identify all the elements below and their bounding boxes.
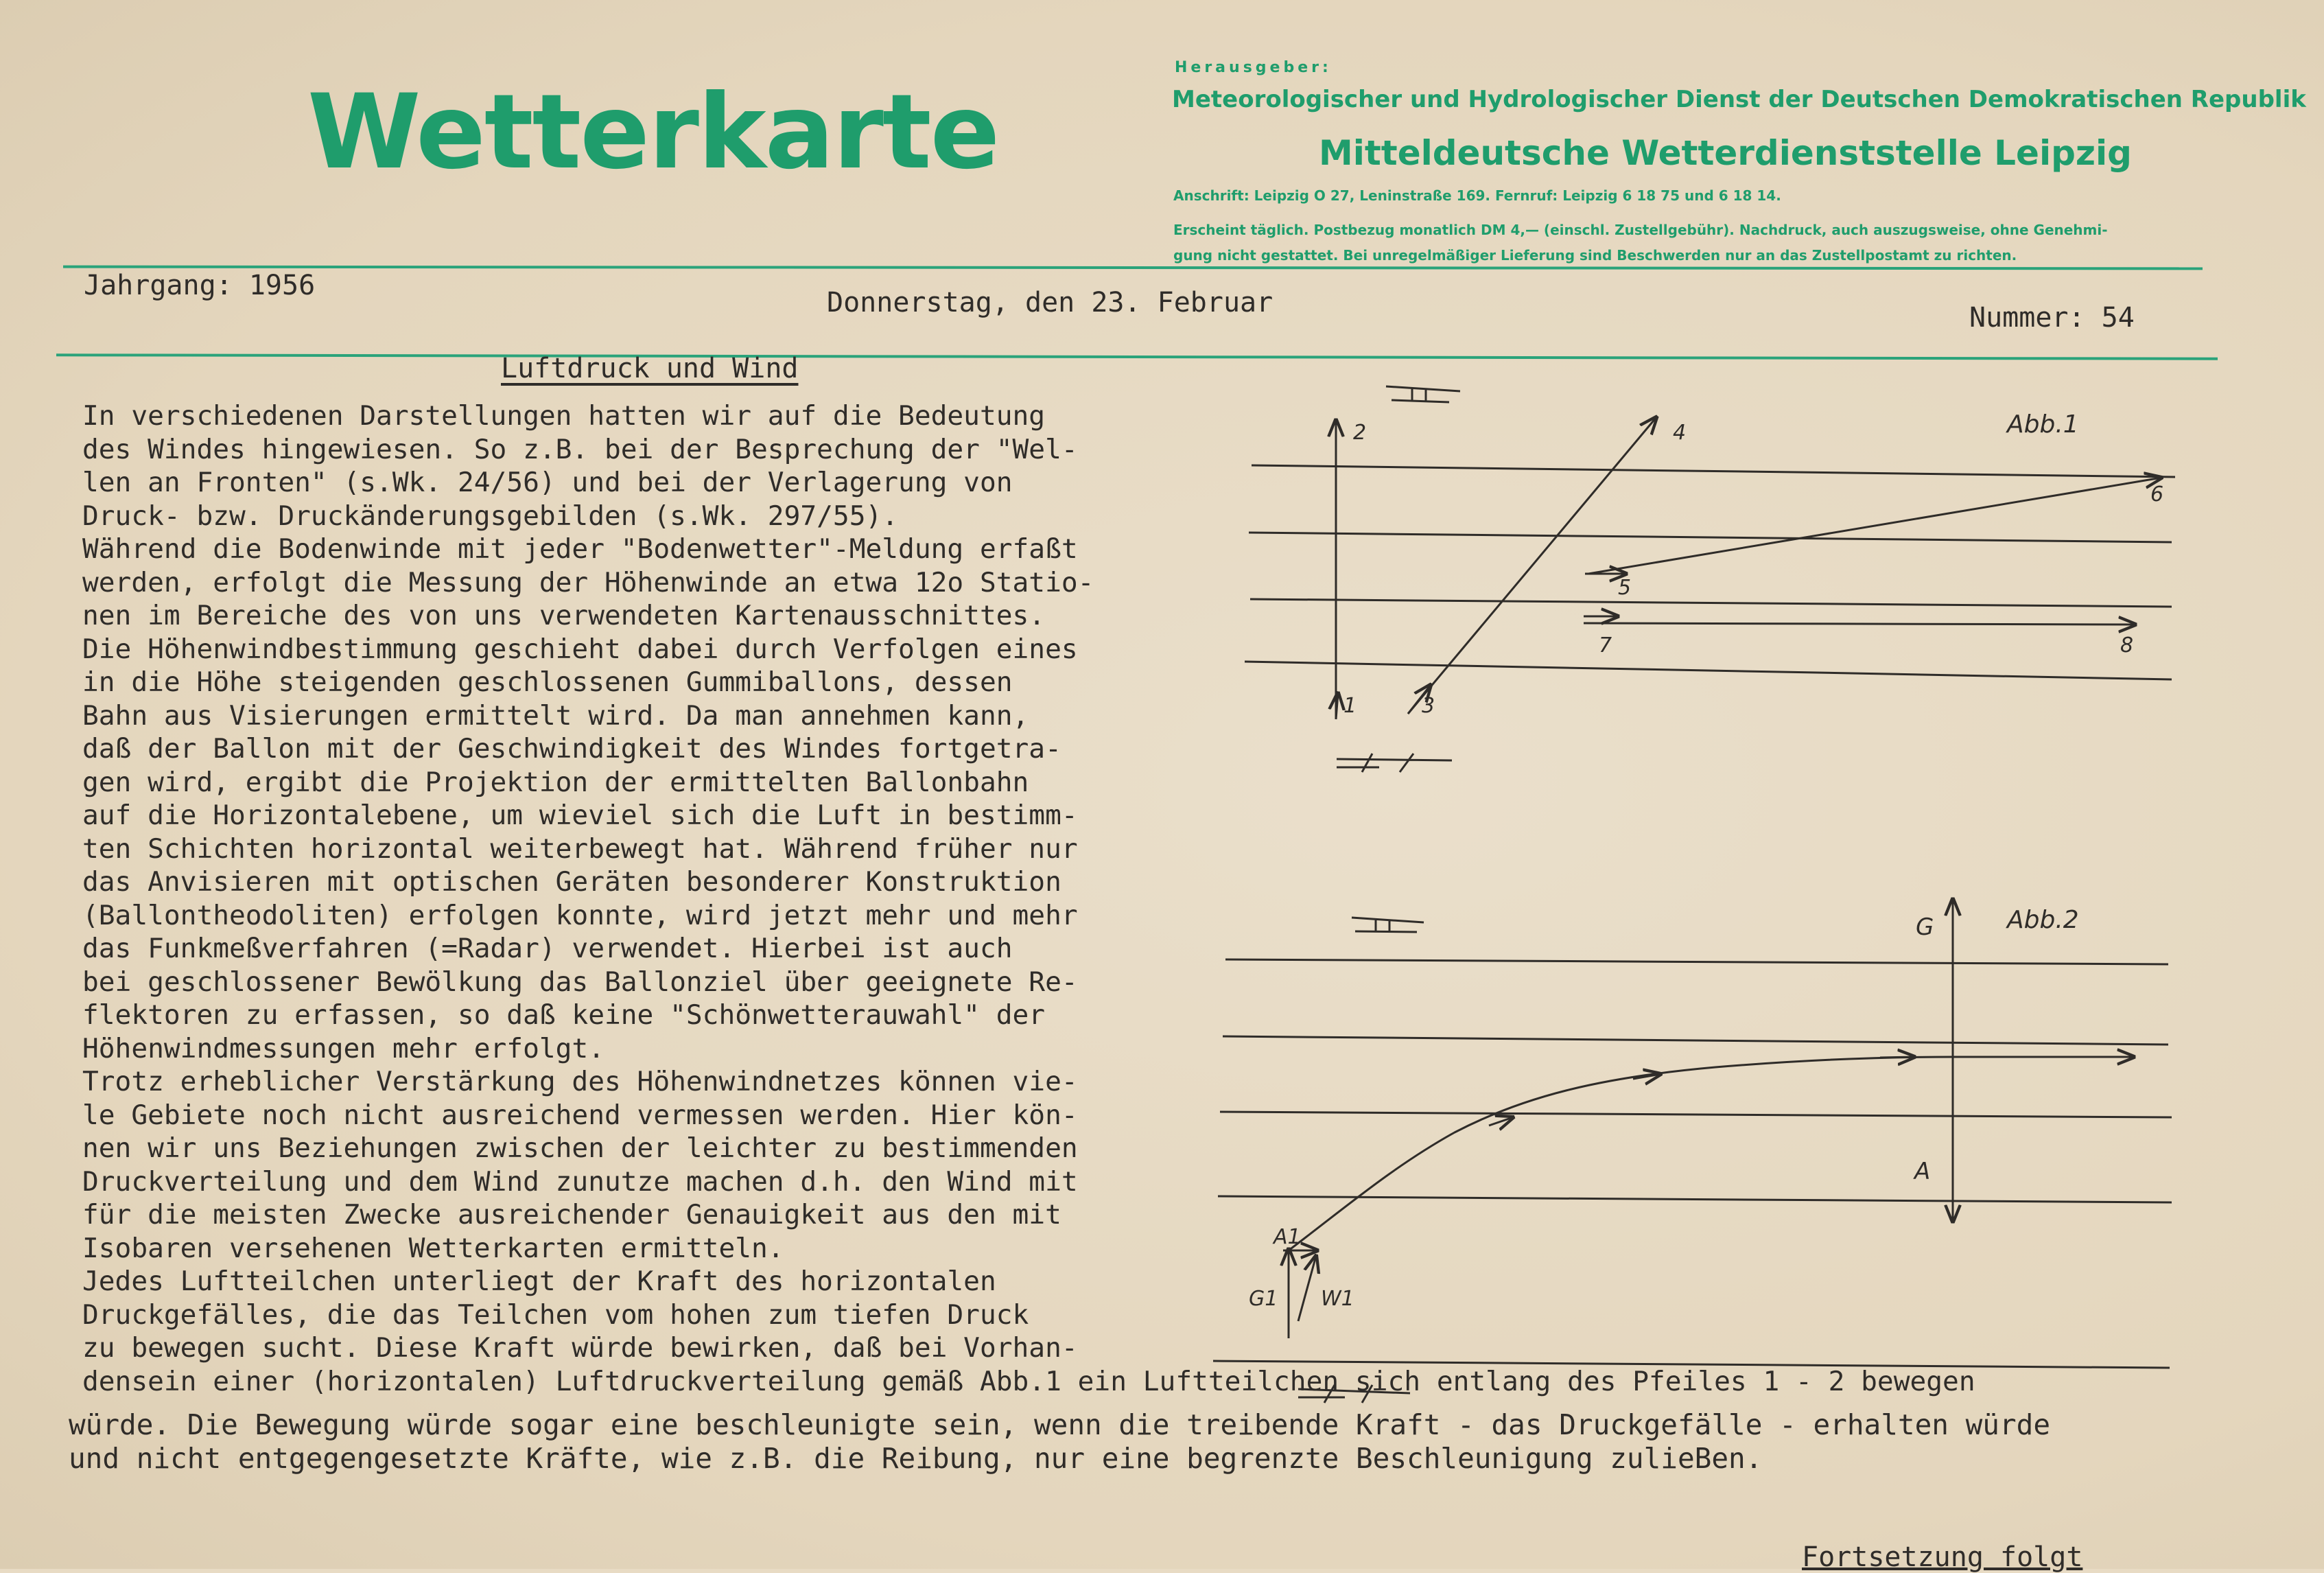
text-line: würde. Die Bewegung würde sogar eine beschleunigte sein, wenn die treibende Kraft - das Druckgefälle - erhalten würde (69, 1408, 2051, 1441)
fig1-label-1: 1 (1343, 694, 1357, 718)
isobar (1245, 662, 2172, 679)
text-line: und nicht entgegengesetzte Kräfte, wie z.B. die Reibung, nur eine begrenzte Beschleunigung zulieBen. (69, 1441, 1763, 1475)
figure-1 (1245, 386, 2175, 772)
text-line: bei geschlossener Bewölkung das Ballonziel über geeignete Re- (82, 966, 1078, 998)
isobar (1250, 599, 2172, 607)
figure-2-labels (1249, 906, 2079, 1406)
text-line: Während die Bodenwinde mit jeder "Bodenwetter"-Meldung erfaßt (82, 533, 1078, 565)
arrow-7-8 (1584, 623, 2135, 625)
notice-line-2: gung nicht gestattet. Bei unregelmäßiger Lieferung sind Beschwerden nur an das Zustellpostamt zu richten. (1173, 247, 2017, 264)
fig1-caption: Abb.1 (2007, 410, 2079, 439)
year-label: Jahrgang: 1956 (84, 270, 316, 301)
text-line: Bahn aus Visierungen ermittelt wird. Da man annehmen kann, (82, 699, 1029, 732)
fig2-label-A1: A1 (1273, 1225, 1301, 1249)
text-line: len an Fronten" (s.Wk. 24/56) und bei der Verlagerung von (82, 467, 1013, 498)
arrow-5-6 (1588, 478, 2164, 574)
text-line: (Ballontheodoliten) erfolgen konnte, wird jetzt mehr und mehr (82, 899, 1078, 931)
text-line: in die Höhe steigenden geschlossenen Gummiballons, dessen (82, 666, 1013, 698)
notice-line-1: Erscheint täglich. Postbezug monatlich DM 4,— (einschl. Zustellgebühr). Nachdruck, auch auszugsweise, ohne Genehmi- (1173, 222, 2108, 238)
fig2-high-symbol (1298, 1385, 1410, 1403)
isobar (1249, 533, 2172, 542)
article-heading: Luftdruck und Wind (501, 353, 799, 384)
fig1-label-3: 3 (1422, 694, 1435, 718)
text-line: nen wir uns Beziehungen zwischen der leichter zu bestimmenden (82, 1132, 1078, 1164)
fig1-label-8: 8 (2120, 633, 2134, 657)
fig2-label-W1: W1 (1321, 1287, 1354, 1311)
issue-date: Donnerstag, den 23. Februar (827, 287, 1273, 318)
text-line: daß der Ballon mit der Geschwindigkeit des Windes fortgetra- (82, 733, 1061, 765)
office-name: Mitteldeutsche Wetterdienststelle Leipzig (1319, 133, 2132, 173)
isobar (1218, 1196, 2172, 1202)
fig1-high-symbol (1337, 754, 1452, 772)
text-line: des Windes hingewiesen. So z.B. bei der Besprechung der "Wel- (82, 433, 1078, 465)
text-line: Druck- bzw. Druckänderungsgebilden (s.Wk. 297/55). (82, 500, 899, 532)
fig1-label-5: 5 (1618, 576, 1632, 600)
isobar (1252, 465, 2175, 477)
text-line: das Anvisieren mit optischen Geräten besonderer Konstruktion (82, 866, 1061, 898)
isobar (1223, 1036, 2168, 1045)
text-line: Druckverteilung und dem Wind zunutze machen d.h. den Wind mit (82, 1165, 1078, 1198)
text-line: zu bewegen sucht. Diese Kraft würde bewirken, daß bei Vorhan- (82, 1332, 1078, 1364)
text-line: densein einer (horizontalen) Luftdruckverteilung gemäß Abb.1 ein Luftteilchen sich entlang des Pfeiles 1 - 2 bewegen (82, 1365, 1975, 1397)
text-line: Druckgefälles, die das Teilchen vom hohen zum tiefen Druck (82, 1298, 1029, 1331)
fig2-label-A: A (1914, 1158, 1931, 1185)
continued-note: Fortsetzung folgt (1802, 1541, 2083, 1573)
publisher-label: Herausgeber: (1175, 59, 1332, 76)
fig2-label-G1: G1 (1249, 1287, 1278, 1311)
text-line: ten Schichten horizontal weiterbewegt hat. Während früher nur (82, 832, 1078, 865)
fig1-low-symbol (1386, 386, 1460, 402)
text-line: Jedes Luftteilchen unterliegt der Kraft des horizontalen (82, 1266, 996, 1297)
text-line: nen im Bereiche des von uns verwendeten Kartenausschnittes. (82, 600, 1046, 631)
text-line: In verschiedenen Darstellungen hatten wir auf die Bedeutung (82, 400, 1046, 432)
text-line: werden, erfolgt die Messung der Höhenwinde an etwa 12o Statio- (82, 566, 1094, 598)
isobar (1213, 1361, 2170, 1368)
fig1-label-4: 4 (1673, 421, 1687, 445)
isobar (1225, 959, 2168, 964)
publisher-name: Meteorologischer und Hydrologischer Dienst der Deutschen Demokratischen Republik (1172, 86, 2306, 113)
text-line: gen wird, ergibt die Projektion der ermittelten Ballonbahn (82, 766, 1029, 798)
isobar (1220, 1112, 2172, 1117)
fig1-label-2: 2 (1353, 421, 1367, 445)
text-line: Trotz erheblicher Verstärkung des Höhenwindnetzes können vie- (82, 1066, 1078, 1097)
text-line: Höhenwindmessungen mehr erfolgt. (82, 1032, 605, 1064)
address-line: Anschrift: Leipzig O 27, Leninstraße 169. Fernruf: Leipzig 6 18 75 und 6 18 14. (1173, 187, 1781, 204)
fig1-label-7: 7 (1599, 633, 1612, 657)
text-line: auf die Horizontalebene, um wieviel sich die Luft in bestimm- (82, 800, 1078, 831)
figure-2 (1213, 899, 2172, 1403)
masthead-title: Wetterkarte (307, 73, 999, 192)
text-line: das Funkmeßverfahren (=Radar) verwendet. Hierbei ist auch (82, 933, 1013, 964)
fig2-label-G: G (1916, 913, 1934, 941)
fig1-label-6: 6 (2150, 482, 2164, 506)
fig2-caption: Abb.2 (2007, 906, 2079, 934)
figure-1-labels (1343, 410, 2163, 774)
wind-trajectory (1289, 1057, 1953, 1250)
text-line: flektoren zu erfassen, so daß keine "Schönwetterauwahl" der (82, 999, 1046, 1031)
issue-number: Nummer: 54 (1969, 302, 2135, 334)
text-line: Die Höhenwindbestimmung geschieht dabei durch Verfolgen eines (82, 633, 1078, 665)
text-line: Isobaren versehenen Wetterkarten ermitteln. (82, 1232, 784, 1264)
fig2-low-symbol (1352, 918, 1424, 932)
vector-W1 (1298, 1256, 1316, 1321)
text-line: le Gebiete noch nicht ausreichend vermessen werden. Hier kön- (82, 1099, 1078, 1131)
text-line: für die meisten Zwecke ausreichender Genauigkeit aus den mit (82, 1199, 1061, 1231)
